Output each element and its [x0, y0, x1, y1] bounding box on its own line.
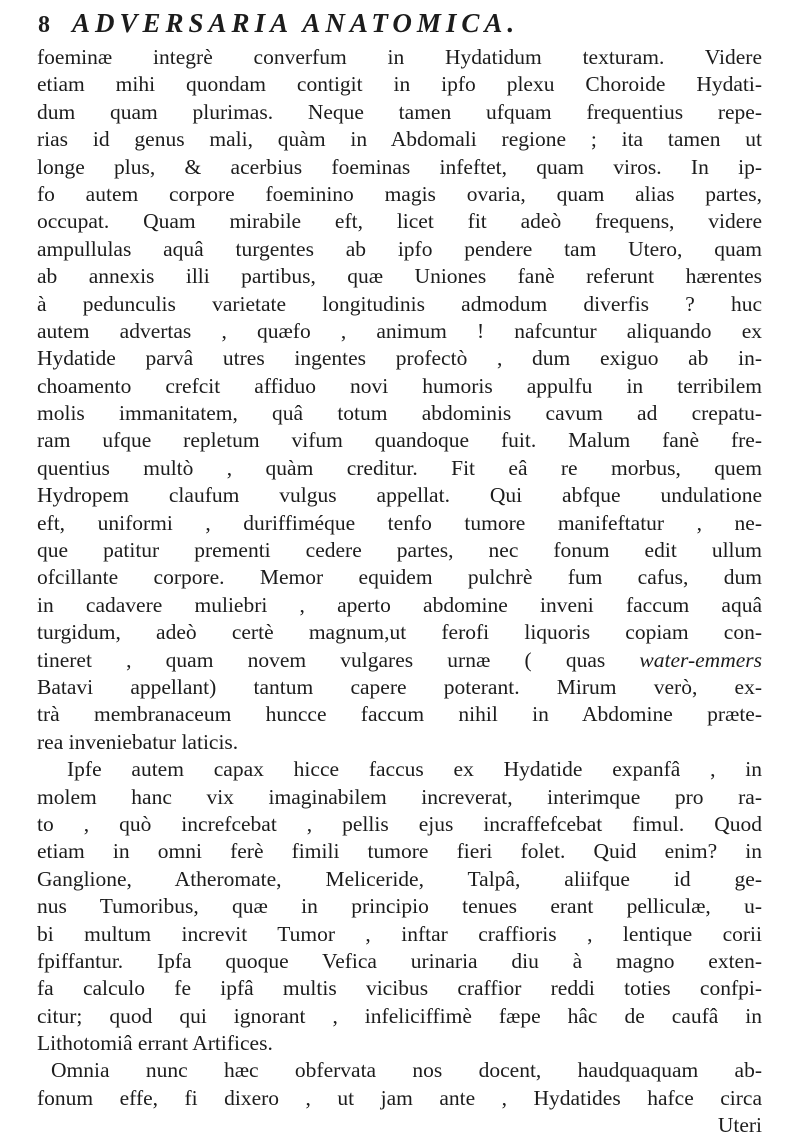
text-line-content: fpiffantur. Ipfa quoque Vefica urinaria diu à magno exten-	[37, 948, 762, 973]
text-line-content: etiam in omni ferè fimili tumore fieri folet. Quid enim? in	[37, 839, 762, 864]
text-line	[37, 893, 762, 920]
text-line	[37, 208, 762, 235]
text-line	[37, 71, 762, 98]
text-line-content: rea inveniebatur laticis.	[37, 729, 239, 754]
text-line-content: Hydropem claufum vulgus appellat. Qui abfque undulatione	[37, 483, 762, 508]
text-line-content: citur; quod qui ignorant , infeliciffimè fæpe hâc de caufâ in	[37, 1003, 762, 1028]
text-line	[37, 564, 762, 591]
text-line	[37, 784, 762, 811]
text-line-content: molis immanitatem, quâ totum abdominis cavum ad crepatu-	[37, 401, 762, 426]
text-line	[37, 1112, 762, 1139]
text-line-content: fa calculo fe ipfâ multis vicibus craffior reddi toties confpi-	[37, 976, 762, 1001]
text-line	[37, 838, 762, 865]
text-line-content: trà membranaceum huncce faccum nihil in Abdomine præte-	[37, 702, 762, 727]
text-line-content: ofcillante corpore. Memor equidem pulchrè fum cafus, dum	[37, 565, 762, 590]
text-line	[37, 756, 762, 783]
text-line	[37, 181, 762, 208]
text-line	[37, 318, 762, 345]
text-line-content: molem hanc vix imaginabilem increverat, interimque pro ra-	[37, 784, 762, 809]
text-line-content: dum quam plurimas. Neque tamen ufquam frequentius repe-	[37, 99, 762, 124]
text-line-content: fonum effe, fi dixero , ut jam ante , Hydatides hafce circa	[37, 1085, 762, 1110]
text-line	[37, 373, 762, 400]
text-line-content: choamento crefcit affiduo novi humoris appulfu in terribilem	[37, 373, 762, 398]
text-line-content: to , quò increfcebat , pellis ejus incraffefcebat fimul. Quod	[37, 811, 762, 836]
text-line-content: Lithotomiâ errant Artifices.	[37, 1031, 273, 1056]
text-line	[37, 44, 762, 71]
text-line	[37, 975, 762, 1002]
text-line	[37, 236, 762, 263]
text-line-content: Uteri	[717, 1113, 762, 1138]
text-line-content: rias id genus mali, quàm in Abdomali regione ; ita tamen ut	[37, 127, 762, 152]
text-line	[37, 291, 762, 318]
text-line	[37, 455, 762, 482]
text-line	[37, 345, 762, 372]
text-line	[37, 866, 762, 893]
page-number: 8	[38, 12, 50, 38]
text-line-content: à pedunculis varietate longitudinis admodum diverfis ? huc	[37, 291, 762, 316]
text-line-content: turgidum, adeò certè magnum,ut ferofi liquoris copiam con-	[37, 620, 762, 645]
text-line-content: longe plus, & acerbius foeminas infeftet, quam viros. In ip-	[37, 154, 762, 179]
text-line	[37, 948, 762, 975]
text-line	[37, 263, 762, 290]
running-title: ADVERSARIA ANATOMICA.	[72, 8, 520, 38]
text-line-content: bi multum increvit Tumor , inftar craffioris , lentique corii	[37, 921, 762, 946]
text-line	[37, 154, 762, 181]
text-line	[37, 619, 762, 646]
text-line	[37, 1003, 762, 1030]
text-line-content: eft, uniformi , duriffiméque tenfo tumore manifeftatur , ne-	[37, 510, 762, 535]
text-line	[37, 701, 762, 728]
text-line	[37, 921, 762, 948]
text-line-content: que patitur prementi cedere partes, nec fonum edit ullum	[37, 538, 762, 563]
text-line-content: quentius multò , quàm creditur. Fit eâ re morbus, quem	[37, 455, 762, 480]
text-line-content: nus Tumoribus, quæ in principio tenues erant pelliculæ, u-	[37, 894, 762, 919]
text-line	[37, 1030, 762, 1057]
text-line	[37, 1057, 762, 1084]
text-line	[37, 537, 762, 564]
text-line-content: ampullulas aquâ turgentes ab ipfo pendere tam Utero, quam	[37, 236, 762, 261]
body-text	[37, 44, 762, 1140]
text-line-content: foeminæ integrè converfum in Hydatidum texturam. Videre	[37, 45, 762, 69]
text-line-content: Hydatide parvâ utres ingentes profectò , dum exiguo ab in-	[37, 346, 762, 371]
text-line-content: occupat. Quam mirabile eft, licet fit adeò frequens, videre	[37, 209, 762, 234]
text-line	[37, 400, 762, 427]
text-line-content: Batavi appellant) tantum capere poterant. Mirum verò, ex-	[37, 674, 762, 699]
text-line-content: fo autem corpore foeminino magis ovaria, quam alias partes,	[37, 181, 762, 206]
running-head	[38, 8, 758, 42]
text-line-content: ab annexis illi partibus, quæ Uniones fanè referunt hærentes	[37, 264, 762, 289]
text-line	[37, 674, 762, 701]
text-line	[37, 1085, 762, 1112]
text-line-content: autem advertas , quæfo , animum ! nafcuntur aliquando ex	[37, 318, 762, 343]
text-line-content: etiam mihi quondam contigit in ipfo plexu Choroide Hydati-	[37, 72, 762, 97]
text-line	[37, 510, 762, 537]
text-line	[37, 99, 762, 126]
text-line-content: Ipfe autem capax hicce faccus ex Hydatide expanfâ , in	[67, 757, 762, 782]
text-line	[37, 592, 762, 619]
text-line	[37, 647, 762, 674]
text-line-content: in cadavere muliebri , aperto abdomine inveni faccum aquâ	[37, 592, 762, 617]
text-line	[37, 729, 762, 756]
text-line	[37, 427, 762, 454]
text-line	[37, 482, 762, 509]
text-line-content: tineret , quam novem vulgares urnæ ( quas	[37, 647, 640, 672]
italic-term: water-emmers	[639, 647, 762, 672]
text-line-content: ram ufque repletum vifum quandoque fuit. Malum fanè fre-	[37, 428, 762, 453]
text-line-content: Ganglione, Atheromate, Meliceride, Talpâ, aliifque id ge-	[37, 866, 762, 891]
text-line	[37, 126, 762, 153]
text-line-content: Omnia nunc hæc obfervata nos docent, haudquaquam ab-	[51, 1058, 762, 1083]
text-line	[37, 811, 762, 838]
